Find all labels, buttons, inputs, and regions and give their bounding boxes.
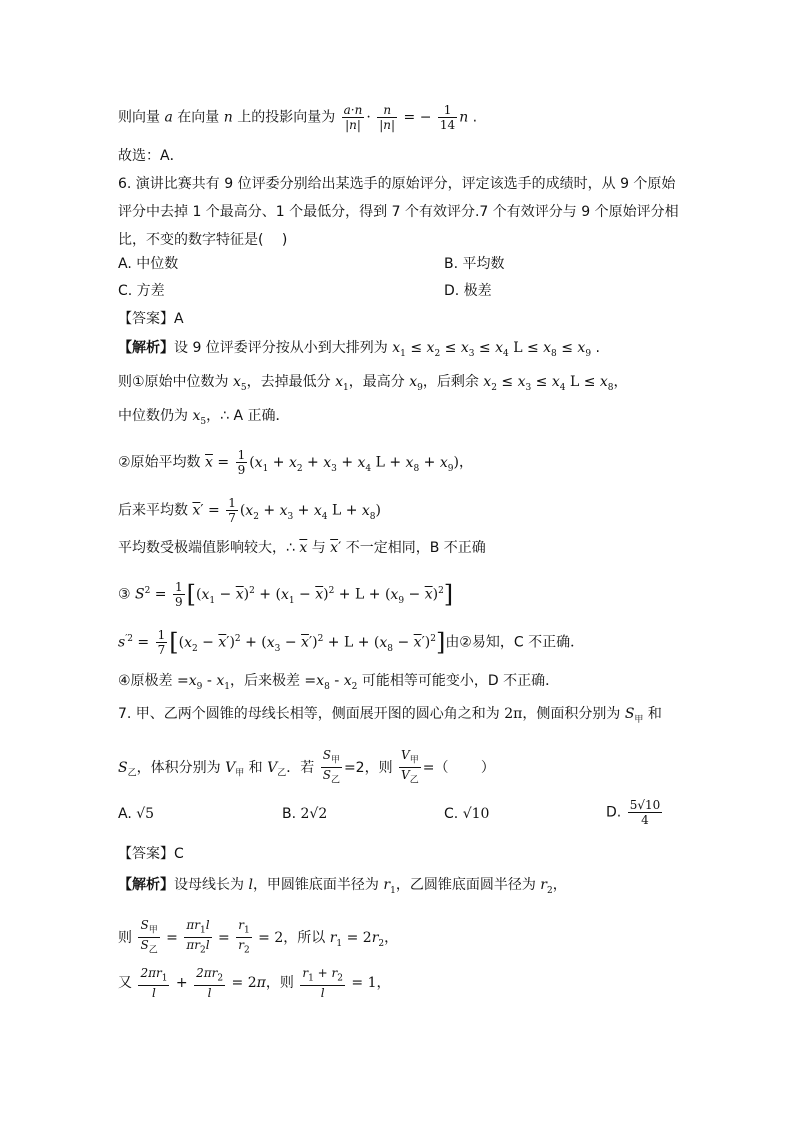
q6-analysis-7: ③ $S^2$ = $\frac{1}{9}$ $[(x_1 - \overline{x})^2 + (x_1 - \overline{x})^2 + L + (x_9 - \overline{x})^2]$	[118, 580, 454, 609]
q6-analysis-9: ④原极差 $=x_9 - x_1$，后来极差 $=x_8 - x_2$ 可能相等可能变小，D 不正确．	[118, 673, 560, 692]
q7-analysis-3: 又 $\frac{2\pi r_1}{l}$ + $\frac{2\pi r_2}{l}$ = 2π，则 $\frac{r_1 + r_2}{l}$ = 1，	[118, 966, 391, 1001]
q6-analysis-4: ②原始平均数 $\overline{x}$ = $\frac{1}{9}$ ($x_1 + x_2 + x_3 + x_4$ $L + x_8 + x_9$)，	[118, 448, 473, 477]
q7-analysis-1: 【解析】设母线长为 l，甲圆锥底面半径为 $r_1$，乙圆锥底面圆半径为 $r_2$，	[118, 877, 567, 896]
q6-analysis-2: 则①原始中位数为 $x_5$，去掉最低分 $x_1$，最高分 $x_9$，后剩余 $x_2 \le x_3 \le x_4$ $L \le x_8$，	[118, 374, 628, 393]
q7-option-b: B. 2√2	[282, 806, 328, 822]
q7-option-d: D. $\frac{5√10}{4}$	[606, 798, 661, 827]
q6-answer: 【答案】A	[118, 311, 184, 327]
q6-option-b: B. 平均数	[444, 256, 505, 272]
q6-analysis-6: 平均数受极端值影响较大，∴ $\overline{x}$ 与 $\overline{x}'$ 不一定相同，B 不正确	[118, 540, 486, 556]
q7-analysis-2: 则 $\frac{S_甲}{S_乙}$ = $\frac{\pi r_1l}{\pi r_2l}$ = $\frac{r_1}{r_2}$ = 2，所以 $r_1 = 2r_2$，	[118, 918, 399, 956]
q6-option-a: A. 中位数	[118, 256, 179, 272]
q7-option-a: A. √5	[118, 806, 155, 822]
q6-analysis-3: 中位数仍为 $x_5$，∴ A 正确．	[118, 408, 290, 427]
q6-analysis-8: $s^{'2}$ = $\frac{1}{7}$ $[(x_2 - \overline{x}')^2 + (x_3 - \overline{x}')^2 + L + (x_8 - \overline{x}')^2]$由②易知，C 不正确．	[118, 628, 585, 657]
q6-option-c: C. 方差	[118, 283, 165, 299]
q7-stem-line-2: $S_乙$，体积分别为 $V_甲$ 和 $V_乙$．若 $\frac{S_甲}{S_乙}$ =2，则 $\frac{V_甲}{V_乙}$ =（ ）	[118, 748, 495, 786]
q7-option-c: C. √10	[444, 806, 490, 822]
choice-line: 故选：A．	[118, 148, 184, 164]
q6-stem-line-3: 比，不变的数字特征是( )	[118, 232, 288, 248]
q7-stem-line-1: 7. 甲、乙两个圆锥的母线长相等，侧面展开图的圆心角之和为 2π，侧面积分别为 $S_甲$ 和	[118, 706, 662, 725]
q6-analysis-1: 【解析】设 9 位评委评分按从小到大排列为 $x_1 \le x_2 \le x_3 \le x_4$ $L \le x_8 \le x_9$ .	[118, 340, 600, 359]
q7-analysis-label: 【解析】	[118, 877, 174, 893]
projection-line: 则向量 a 在向量 n 上的投影向量为 $\frac{a\cdot n}{|n|}$ · $\frac{n}{|n|}$ = − $\frac{1}{14}$ n .	[118, 103, 478, 132]
q6-stem-line-1: 6. 演讲比赛共有 9 位评委分别给出某选手的原始评分，评定该选手的成绩时，从 9 个原始	[118, 176, 676, 192]
q7-answer: 【答案】C	[118, 846, 184, 862]
q6-analysis-label: 【解析】	[118, 340, 174, 356]
q6-analysis-5: 后来平均数 $\overline{x}'$ = $\frac{1}{7}$ ($x_2 + x_3 + x_4$ $L + x_8$)	[118, 496, 381, 525]
q6-option-d: D. 极差	[444, 283, 492, 299]
q6-stem-line-2: 评分中去掉 1 个最高分、1 个最低分，得到 7 个有效评分.7 个有效评分与 9 个原始评分相	[118, 204, 679, 220]
